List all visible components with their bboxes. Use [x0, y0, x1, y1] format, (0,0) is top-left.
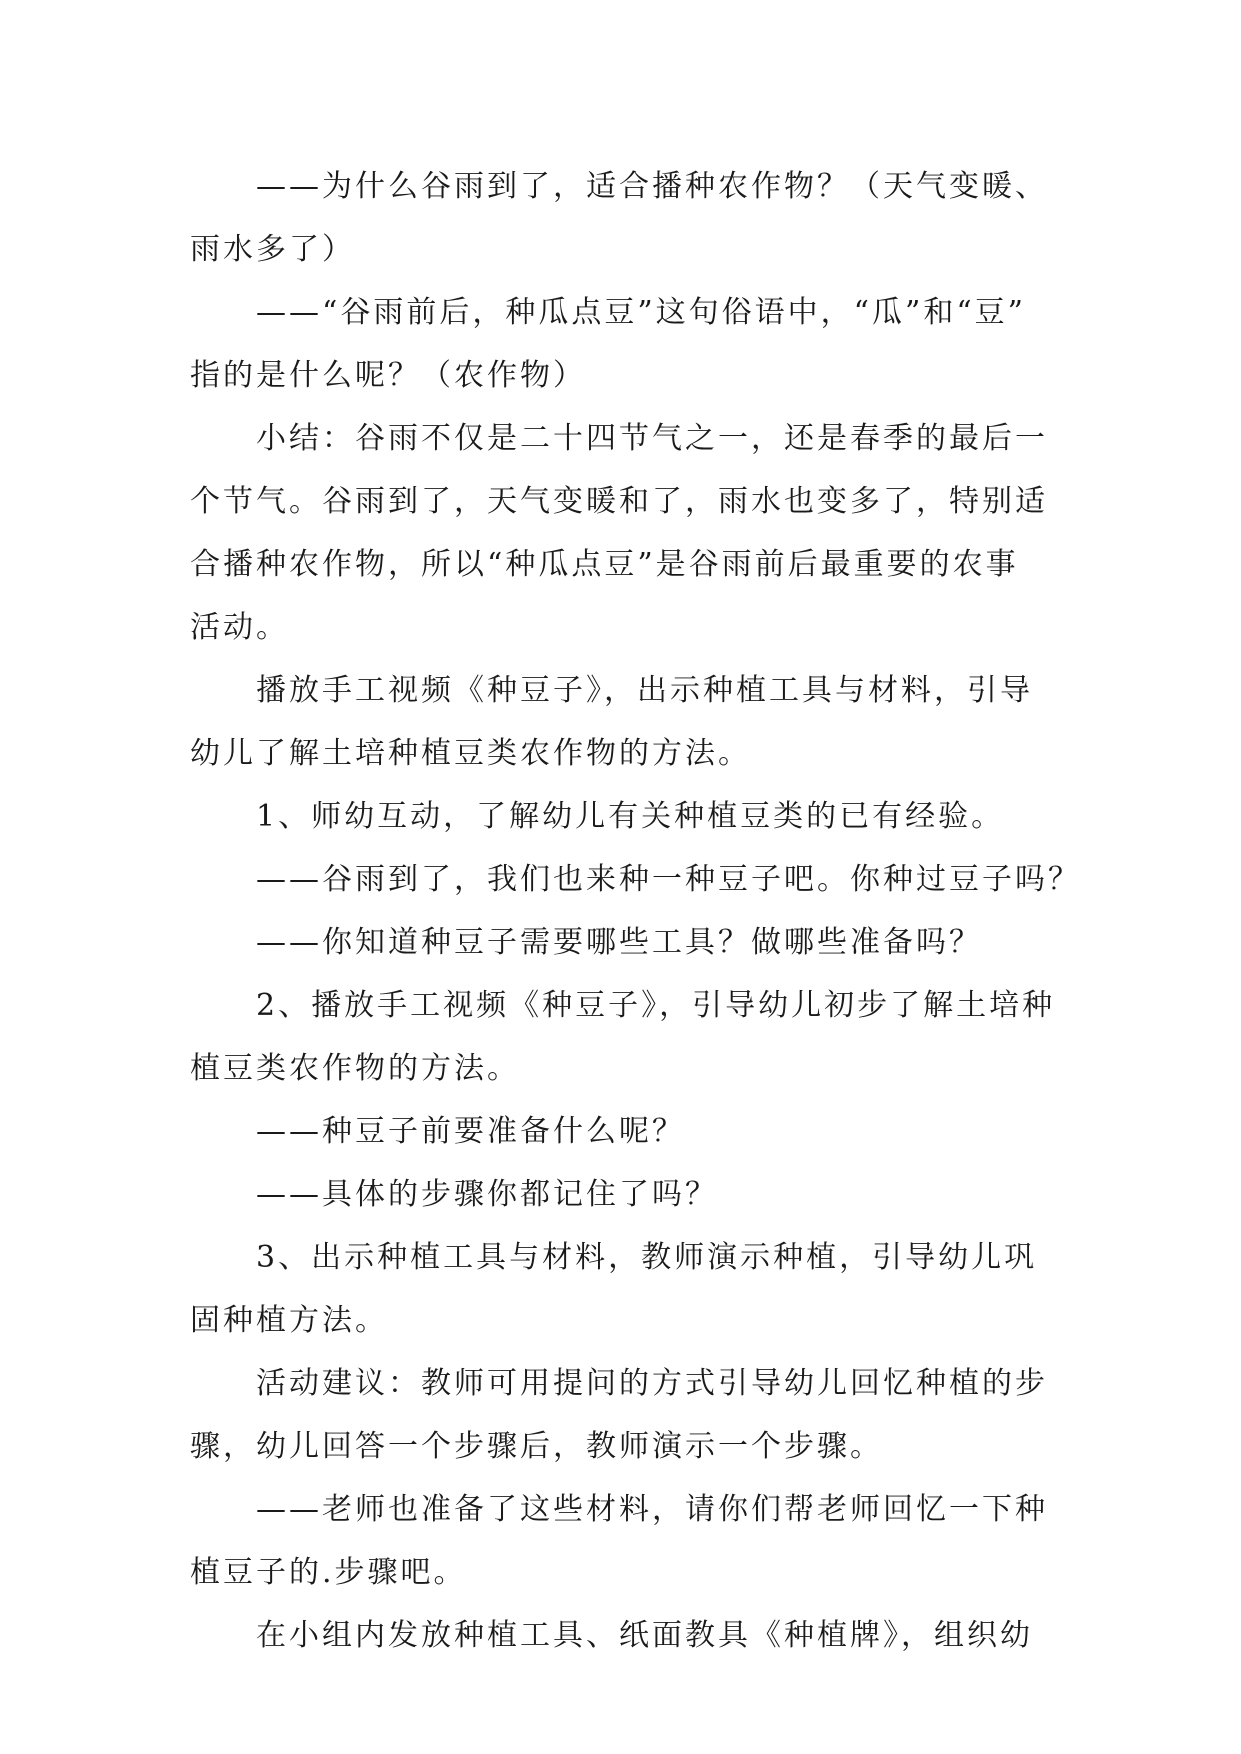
text-line: 1、师幼互动，了解幼儿有关种植豆类的已有经验。 [256, 799, 1005, 834]
text-line: ——“谷雨前后，种瓜点豆”这句俗语中，“瓜”和“豆” [256, 295, 1027, 330]
text-line: 3、出示种植工具与材料，教师演示种植，引导幼儿巩 [256, 1240, 1038, 1275]
text-line: 植豆类农作物的方法。 [190, 1051, 520, 1086]
text-line: 植豆子的.步骤吧。 [190, 1555, 467, 1590]
text-line: ——为什么谷雨到了，适合播种农作物？（天气变暖、 [256, 169, 1048, 204]
text-line: ——你知道种豆子需要哪些工具？做哪些准备吗？ [256, 925, 982, 960]
document-body [190, 155, 1081, 1667]
text-line: ——种豆子前要准备什么呢？ [256, 1114, 685, 1149]
text-line: 播放手工视频《种豆子》，出示种植工具与材料，引导 [256, 673, 1033, 708]
text-line: 骤，幼儿回答一个步骤后，教师演示一个步骤。 [190, 1429, 883, 1464]
text-line: 在小组内发放种植工具、纸面教具《种植牌》，组织幼 [256, 1618, 1033, 1653]
text-line: 雨水多了） [190, 232, 355, 267]
text-line: ——谷雨到了，我们也来种一种豆子吧。你种过豆子吗？ [256, 862, 1081, 897]
text-line: 小结：谷雨不仅是二十四节气之一，还是春季的最后一 [256, 421, 1048, 456]
text-line: ——老师也准备了这些材料，请你们帮老师回忆一下种 [256, 1492, 1048, 1527]
text-line: 幼儿了解土培种植豆类农作物的方法。 [190, 736, 751, 771]
text-line: 2、播放手工视频《种豆子》，引导幼儿初步了解土培种 [256, 988, 1056, 1023]
text-line: 活动。 [190, 610, 289, 645]
text-line: 个节气。谷雨到了，天气变暖和了，雨水也变多了，特别适 [190, 484, 1048, 519]
text-line: ——具体的步骤你都记住了吗？ [256, 1177, 718, 1212]
text-line: 固种植方法。 [190, 1303, 388, 1338]
text-line: 活动建议：教师可用提问的方式引导幼儿回忆种植的步 [256, 1366, 1048, 1401]
text-line: 合播种农作物，所以“种瓜点豆”是谷雨前后最重要的农事 [190, 547, 1019, 582]
text-line: 指的是什么呢？（农作物） [190, 358, 586, 393]
